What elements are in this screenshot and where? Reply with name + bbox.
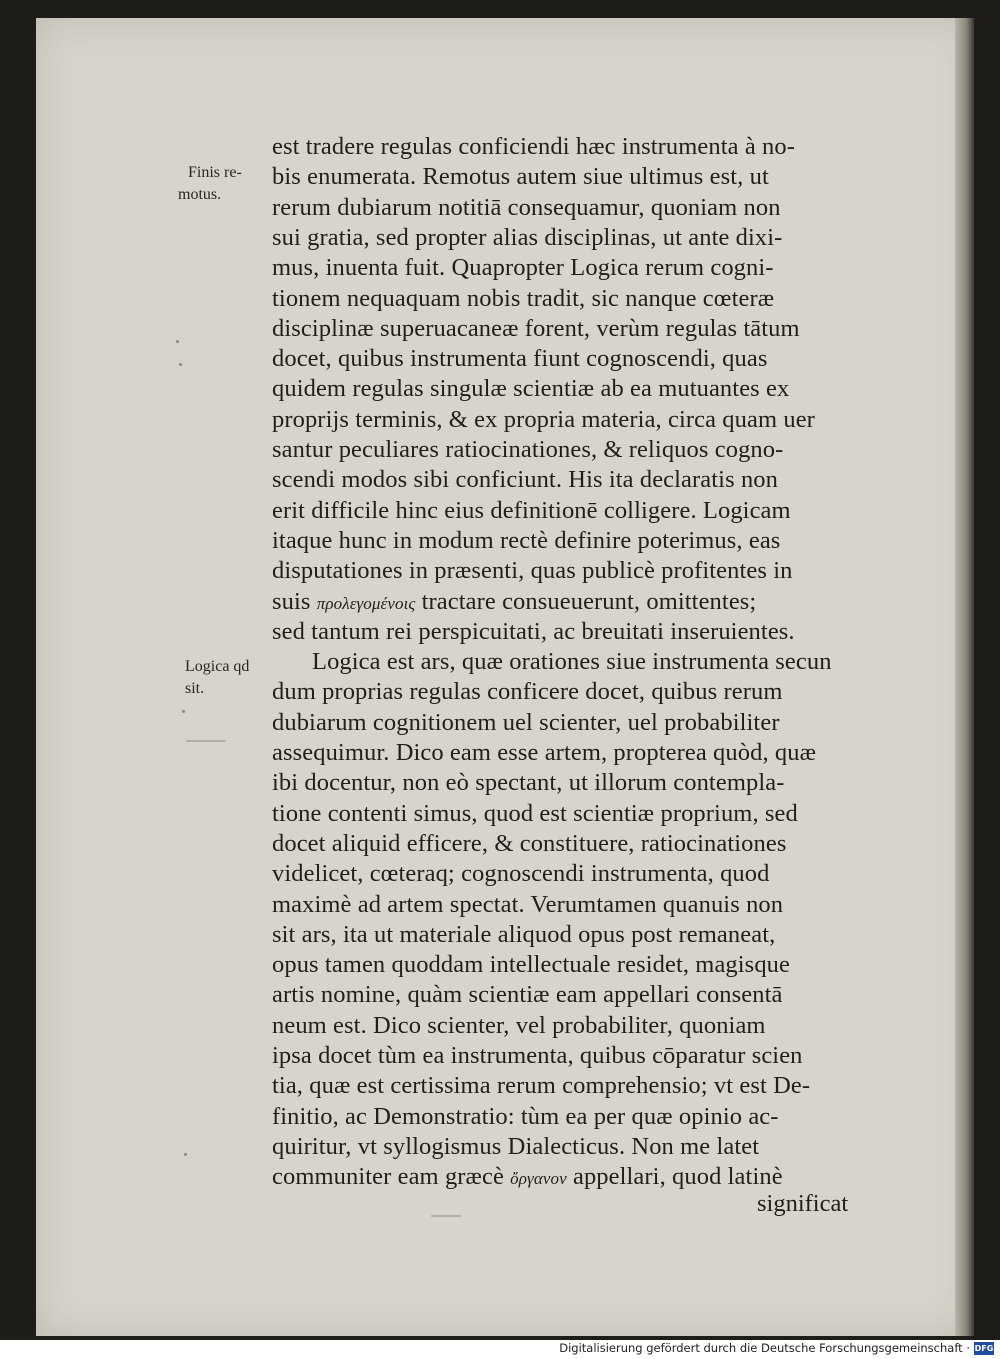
text-line: scendi modos sibi conficiunt. His ita declaratis non (272, 466, 778, 494)
margin-note-finis (178, 162, 242, 206)
text-segment: appellari, quod latinè (566, 1163, 783, 1191)
text-line: mus, inuenta fuit. Quapropter Logica rerum cogni- (272, 254, 774, 282)
text-line: sit ars, ita ut materiale aliquod opus post remaneat, (272, 920, 776, 948)
book-spine-edge (955, 18, 974, 1336)
text-line: neum est. Dico scienter, vel probabiliter, quoniam (272, 1011, 766, 1039)
text-line: ibi docentur, non eò spectant, ut illorum contempla- (272, 769, 785, 797)
margin-note-logica (185, 656, 249, 700)
margin-note-line: motus. (178, 186, 222, 203)
text-line: santur peculiares ratiocinationes, & reliquos cogno- (272, 436, 784, 463)
text-line: sed tantum rei perspicuitati, ac breuitati inseruientes. (272, 617, 795, 645)
text-segment: tractare consueuerunt, omittentes; (415, 587, 757, 615)
text-segment: communiter eam græcè (272, 1163, 511, 1191)
text-line: erit difficile hinc eius definitionē colligere. Logicam (272, 496, 791, 524)
text-line: opus tamen quoddam intellectuale residet, magisque (272, 951, 790, 979)
text-line: Logica est ars, quæ orationes siue instrumenta secun (312, 648, 832, 676)
footer-credit: Digitalisierung gefördert durch die Deutsche Forschungsgemeinschaft · (559, 1341, 970, 1355)
greek-word: προλεγομένοις (316, 593, 416, 613)
text-line: dum proprias regulas conficere docet, quibus rerum (272, 678, 783, 706)
text-line: videlicet, cœteraq; cognoscendi instrumenta, quod (272, 860, 770, 888)
margin-note-line: Logica qd (185, 658, 250, 675)
text-line: est tradere regulas conficiendi hæc instrumenta à no- (272, 133, 796, 160)
text-line: itaque hunc in modum rectè definire poterimus, eas (272, 526, 781, 554)
text-line: tione contenti simus, quod est scientiæ proprium, sed (272, 799, 798, 827)
margin-note-line: sit. (185, 680, 205, 697)
text-line: artis nomine, quàm scientiæ eam appellari consentā (272, 981, 783, 1009)
dfg-logo: DFG (974, 1344, 994, 1353)
text-line: quidem regulas singulæ scientiæ ab ea mutuantes ex (272, 375, 790, 403)
text-line (272, 588, 756, 616)
text-line: bis enumerata. Remotus autem siue ultimus est, ut (272, 163, 769, 191)
text-line: tionem nequaquam nobis tradit, sic nanque cœteræ (272, 284, 775, 312)
text-line: maximè ad artem spectat. Verumtamen quanuis non (272, 890, 784, 918)
text-line: docet aliquid efficere, & constituere, ratiocinationes (272, 829, 787, 857)
text-line: sui gratia, sed propter alias disciplinas, ut ante dixi- (272, 223, 783, 251)
catchword: significat (757, 1190, 849, 1217)
text-line: tia, quæ est certissima rerum comprehensio; vt est De- (272, 1072, 811, 1100)
text-line: assequimur. Dico eam esse artem, propterea quòd, quæ (272, 739, 817, 766)
footer-bar (0, 1340, 1000, 1359)
text-line: docet, quibus instrumenta fiunt cognoscendi, quas (272, 345, 768, 373)
text-line: finitio, ac Demonstratio: tùm ea per quæ opinio ac- (272, 1102, 779, 1130)
text-line: dubiarum cognitionem uel scienter, uel probabiliter (272, 708, 780, 736)
margin-note-line: Finis re- (188, 164, 242, 181)
text-line: rerum dubiarum notitiā consequamur, quoniam non (272, 193, 781, 221)
text-line: quiritur, vt syllogismus Dialecticus. Non me latet (272, 1132, 760, 1160)
text-line: proprijs terminis, & ex propria materia, circa quam uer (272, 405, 815, 433)
text-line: ipsa docet tùm ea instrumenta, quibus cōparatur scien (272, 1042, 803, 1069)
text-line: disciplinæ superuacaneæ forent, verùm regulas tātum (272, 314, 800, 342)
text-line: disputationes in præsenti, quas publicè profitentes in (272, 557, 793, 585)
greek-word: ὄργανον (510, 1169, 567, 1189)
text-line (272, 1163, 783, 1191)
text-segment: suis (272, 587, 317, 615)
